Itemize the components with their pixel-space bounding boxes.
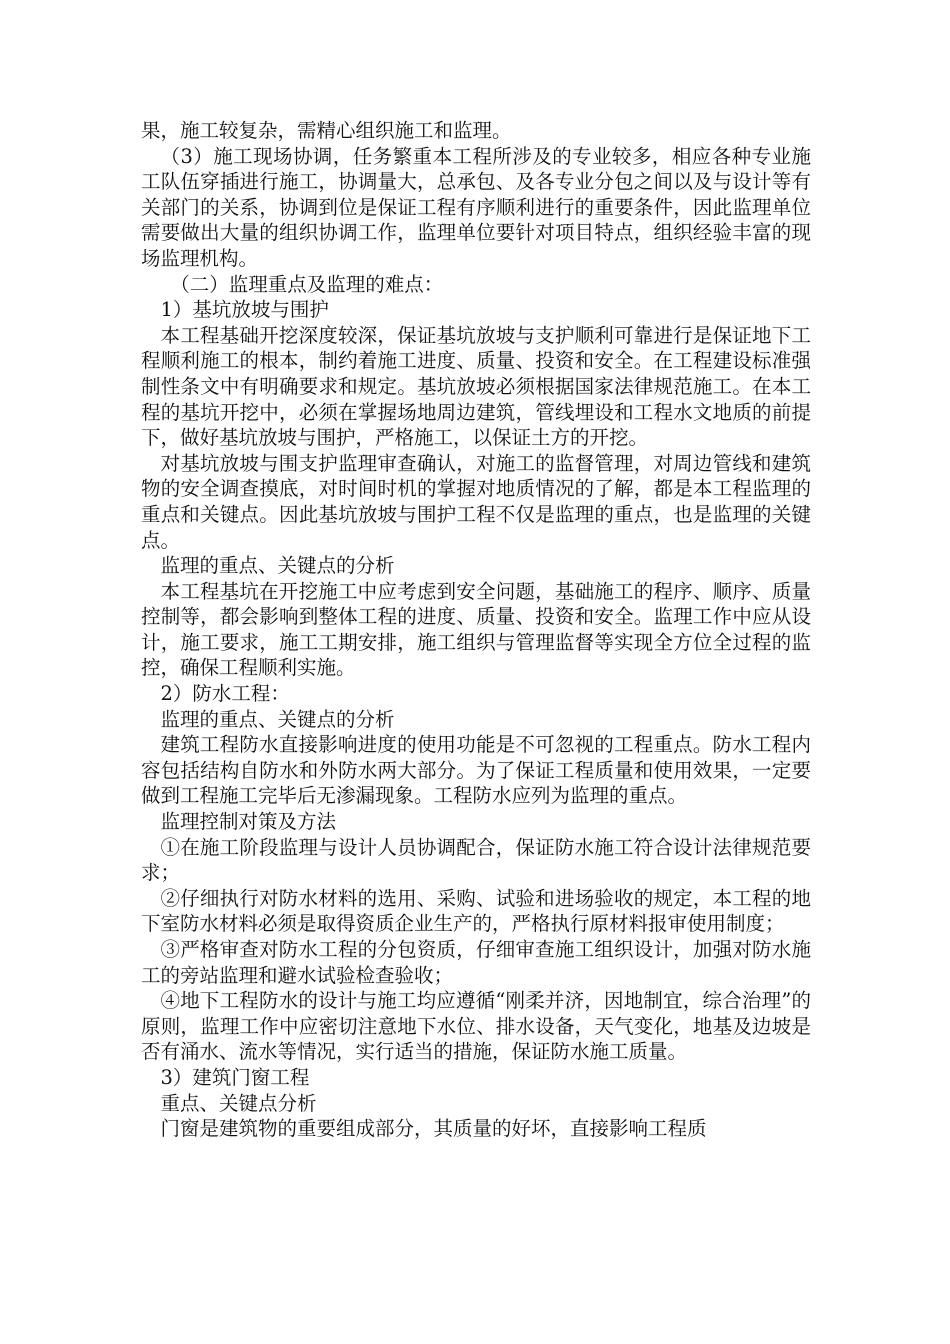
paragraph-foundation-pit-importance: 本工程基础开挖深度较深，保证基坑放坡与支护顺利可靠进行是保证地下工程顺利施工的根本，制约着施工进度、质量、投资和安全。在工程建设标准强制性条文中有明确要求和规定。基坑放坡必须根据国家法律规范施工。在本工程的基坑开挖中，必须在掌握场地周边建筑，管线埋设和工程水文地质的前提下，做好基坑放坡与围护，严格施工，以保证土方的开挖。 [141, 323, 811, 450]
subheading-key-point-analysis-2: 监理的重点、关键点的分析 [160, 707, 395, 731]
subheading-waterproofing: 2）防水工程： [160, 682, 290, 706]
paragraph-waterproofing-importance: 建筑工程防水直接影响进度的使用功能是不可忽视的工程重点。防水工程内容包括结构自防水和外防水两大部分。为了保证工程质量和使用效果，一定要做到工程施工完毕后无渗漏现象。工程防水应列为监理的重点。 [141, 733, 811, 808]
list-item-measure-1: ①在施工阶段监理与设计人员协调配合，保证防水施工符合设计法律规范要求； [141, 835, 811, 885]
paragraph-doors-windows: 门窗是建筑物的重要组成部分，其质量的好坏，直接影响工程质 [160, 1117, 707, 1141]
subheading-key-point-analysis-1: 监理的重点、关键点的分析 [160, 554, 395, 578]
subheading-doors-windows: 3）建筑门窗工程 [160, 1065, 310, 1089]
subheading-key-point-analysis-3: 重点、关键点分析 [160, 1091, 317, 1115]
document-page [141, 118, 811, 1142]
list-item-measure-3: ③严格审查对防水工程的分包资质，仔细审查施工组织设计，加强对防水施工的旁站监理和避水试验检查验收； [141, 938, 811, 987]
subheading-foundation-pit: 1）基坑放坡与围护 [160, 298, 329, 322]
paragraph-foundation-analysis: 本工程基坑在开挖施工中应考虑到安全问题，基础施工的程序、顺序、质量控制等，都会影响到整体工程的进度、质量、投资和安全。监理工作中应从设计，施工要求，施工工期安排，施工组织与管理监督等实现全方位全过程的监控，确保工程顺利实施。 [141, 579, 811, 680]
paragraph-foundation-pit-supervision: 对基坑放坡与围支护监理审查确认，对施工的监督管理，对周边管线和建筑物的安全调查摸底，对时间时机的掌握对地质情况的了解，都是本工程监理的重点和关键点。因此基坑放坡与围护工程不仅是监理的重点，也是监理的关键点。 [141, 451, 811, 552]
subheading-control-measures: 监理控制对策及方法 [160, 810, 337, 834]
section-heading-key-points: （二）监理重点及监理的难点： [170, 272, 444, 296]
paragraph-construction-complexity: 果，施工较复杂，需精心组织施工和监理。 [141, 119, 512, 142]
paragraph-site-coordination: （3）施工现场协调，任务繁重本工程所涉及的专业较多，相应各种专业施工队伍穿插进行施工，协调量大，总承包、及各专业分包之间以及与设计等有关部门的关系，协调到位是保证工程有序顺利进行的重要条件，因此监理单位需要做出大量的组织协调工作，监理单位要针对项目特点，组织经验丰富的现场监理机构。 [141, 144, 811, 270]
list-item-measure-4: ④地下工程防水的设计与施工均应遵循“刚柔并济，因地制宜，综合治理”的原则，监理工作中应密切注意地下水位、排水设备，天气变化，地基及边坡是否有涌水、流水等情况，实行适当的措施，保证防水施工质量。 [141, 989, 811, 1064]
list-item-measure-2: ②仔细执行对防水材料的选用、采购、试验和进场验收的规定，本工程的地下室防水材料必须是取得资质企业生产的，严格执行原材料报审使用制度； [141, 886, 811, 936]
